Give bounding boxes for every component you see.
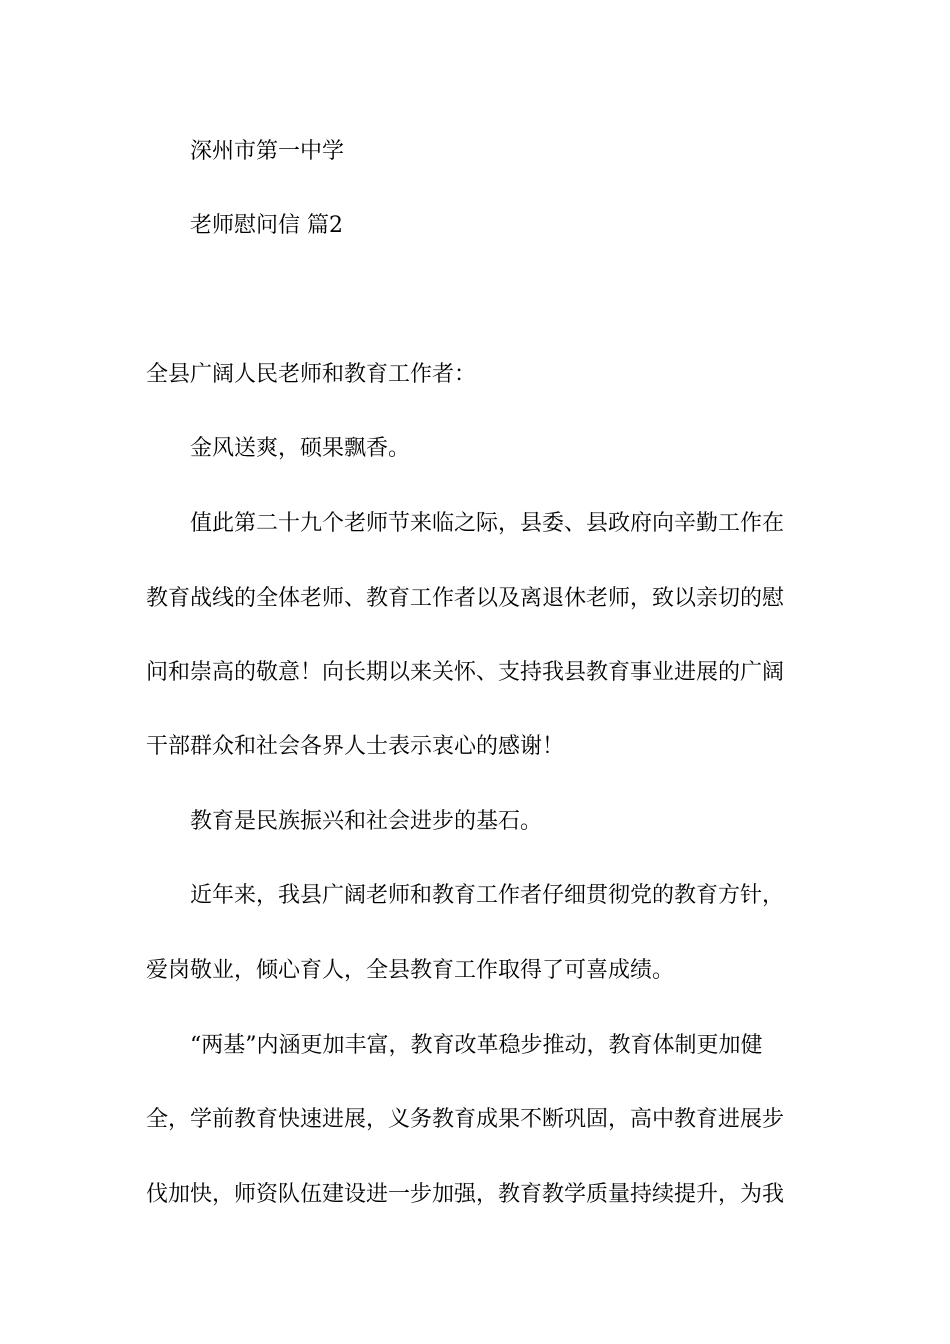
body-line: 爱岗敬业，倾心育人，全县教育工作取得了可喜成绩。 (146, 958, 675, 983)
body-line: 金风送爽，硕果飘香。 (190, 436, 411, 461)
body-line: 值此第二十九个老师节来临之际，县委、县政府向辛勤工作在 (190, 511, 785, 536)
school-signature: 深州市第一中学 (190, 139, 345, 164)
body-line: 问和崇高的敬意！向长期以来关怀、支持我县教育事业进展的广阔 (146, 660, 785, 685)
body-line: 伐加快，师资队伍建设进一步加强，教育教学质量持续提升，为我 (146, 1182, 785, 1207)
section-heading: 老师慰问信 篇2 (190, 213, 343, 238)
body-line: “两基”内涵更加丰富，教育改革稳步推动，教育体制更加健 (190, 1033, 763, 1058)
body-line: 教育战线的全体老师、教育工作者以及离退休老师，致以亲切的慰 (146, 586, 785, 611)
body-line: 教育是民族振兴和社会进步的基石。 (190, 809, 543, 834)
body-line: 近年来，我县广阔老师和教育工作者仔细贯彻党的教育方针， (190, 883, 785, 908)
body-line: 干部群众和社会各界人士表示衷心的感谢！ (146, 734, 565, 759)
body-line: 全，学前教育快速进展，义务教育成果不断巩固，高中教育进展步 (146, 1107, 785, 1132)
salutation: 全县广阔人民老师和教育工作者： (146, 362, 477, 387)
